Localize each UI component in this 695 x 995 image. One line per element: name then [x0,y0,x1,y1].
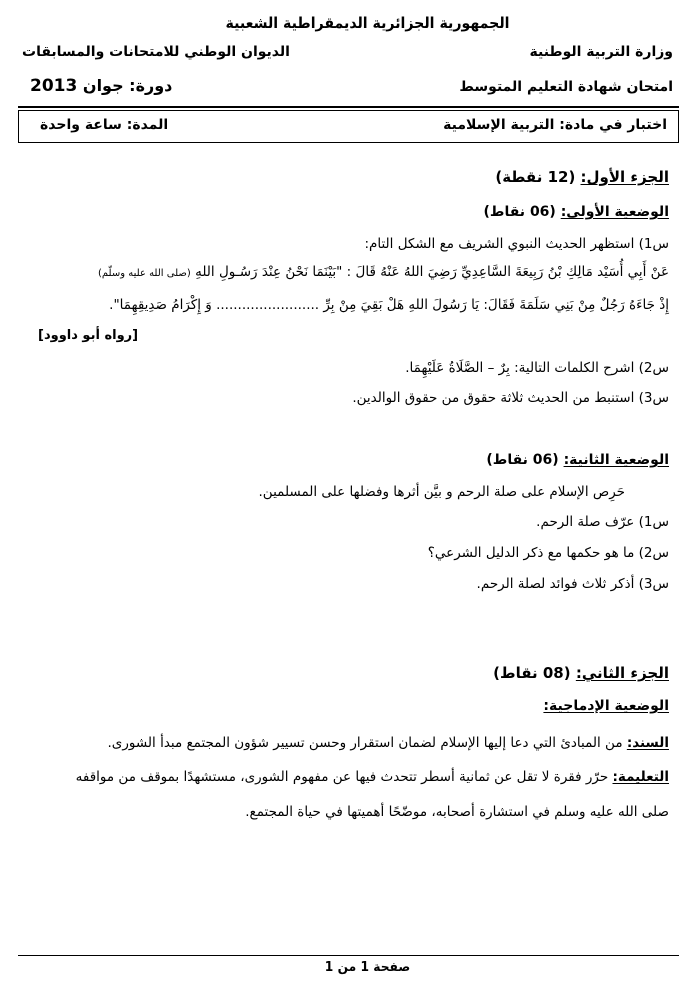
support-body: من المبادئ التي دعا إليها الإسلام لضمان استقرار وحسن تسيير شؤون المجتمع مبدأ الشورى. [107,735,623,751]
support-text [108,735,669,751]
footer-divider [18,955,679,956]
hadith-line1 [98,264,669,280]
page-number: صفحة 1 من 1 [324,960,411,975]
situation2-points: (06 نقاط) [486,452,559,468]
session [30,76,172,96]
session-year: 2013 [30,76,78,96]
ministry-name: وزارة التربية الوطنية [529,44,673,60]
situation2-heading [486,452,669,468]
integration-title: الوضعية الإدماجية: [543,698,669,714]
situation1-question3: س3) استنبط من الحديث ثلاثة حقوق من حقوق الوالدين. [352,390,669,406]
situation1-question1: س1) استظهر الحديث النبوي الشريف مع الشكل التام: [364,236,669,252]
part1-heading [495,168,669,186]
situation2-question2: س2) ما هو حكمها مع ذكر الدليل الشرعي؟ [427,545,669,561]
part1-points: (12 نقطة) [495,168,576,186]
part2-title: الجزء الثاني: [575,664,669,682]
part1-title: الجزء الأول: [580,168,669,186]
situation2-question3: س3) أذكر ثلاث فوائد لصلة الرحم. [476,576,669,592]
session-label: دورة: جوان [82,76,173,95]
pbuh-note: (صلى الله عليه وسلّم) [97,268,191,279]
situation2-question1: س1) عرّف صلة الرحم. [536,514,669,530]
situation1-title: الوضعية الأولى: [560,204,669,220]
subject-label: اختبار في مادة: التربية الإسلامية [443,117,667,133]
hadith-line1-text: عَنْ أَبِي أُسَيْد مَالِكِ بْنُ رَبِيعَةَ السَّاعِدِيِّ رَضِيَ اللهُ عَنْهُ قَالَ : "بَيْنَمَا نَحْنُ عِنْدَ رَسُـولِ اللهِ [195,264,669,280]
situation2-intro: حَرِص الإسلام على صلة الرحم و بيَّن أثرها وفضلها على المسلمين. [258,484,625,500]
situation2-title: الوضعية الثانية: [563,452,669,468]
part2-heading [493,664,669,682]
support-label: السند: [626,735,669,751]
instruction-line2: صلى الله عليه وسلم في استشارة أصحابه، موضّحًا أهميتها في حياة المجتمع. [245,804,669,820]
situation1-question2: س2) اشرح الكلمات التالية: بِرٌ – الصَّلَاةُ عَلَيْهِمَا. [405,360,669,376]
exam-office-name: الديوان الوطني للامتحانات والمسابقات [22,44,290,60]
republic-title: الجمهورية الجزائرية الديمقراطية الشعبية [225,14,510,32]
instruction-body1: حرّر فقرة لا تقل عن ثمانية أسطر تتحدث فيها عن مفهوم الشورى، مستشهدًا بموقف من مواقفه [75,769,609,785]
instruction-line1 [76,769,669,785]
hadith-line2: إِذْ جَاءَهُ رَجُلٌ مِنْ بَنِي سَلَمَةَ فَقَالَ: يَا رَسُولَ اللهِ هَلْ بَقِيَ مِنْ بِرِّ ........................ وَ إِكْرَامُ صَدِيقِهِمَا". [109,297,669,313]
situation1-heading [484,204,669,220]
instruction-label: التعليمة: [612,769,669,785]
part2-points: (08 نقاط) [493,664,571,682]
duration-label: المدة: ساعة واحدة [40,117,169,133]
exam-name: امتحان شهادة التعليم المتوسط [459,79,673,95]
situation1-points: (06 نقاط) [483,204,556,220]
header-divider [18,106,679,108]
narrator-note: [رواه أبو داوود] [38,328,139,343]
